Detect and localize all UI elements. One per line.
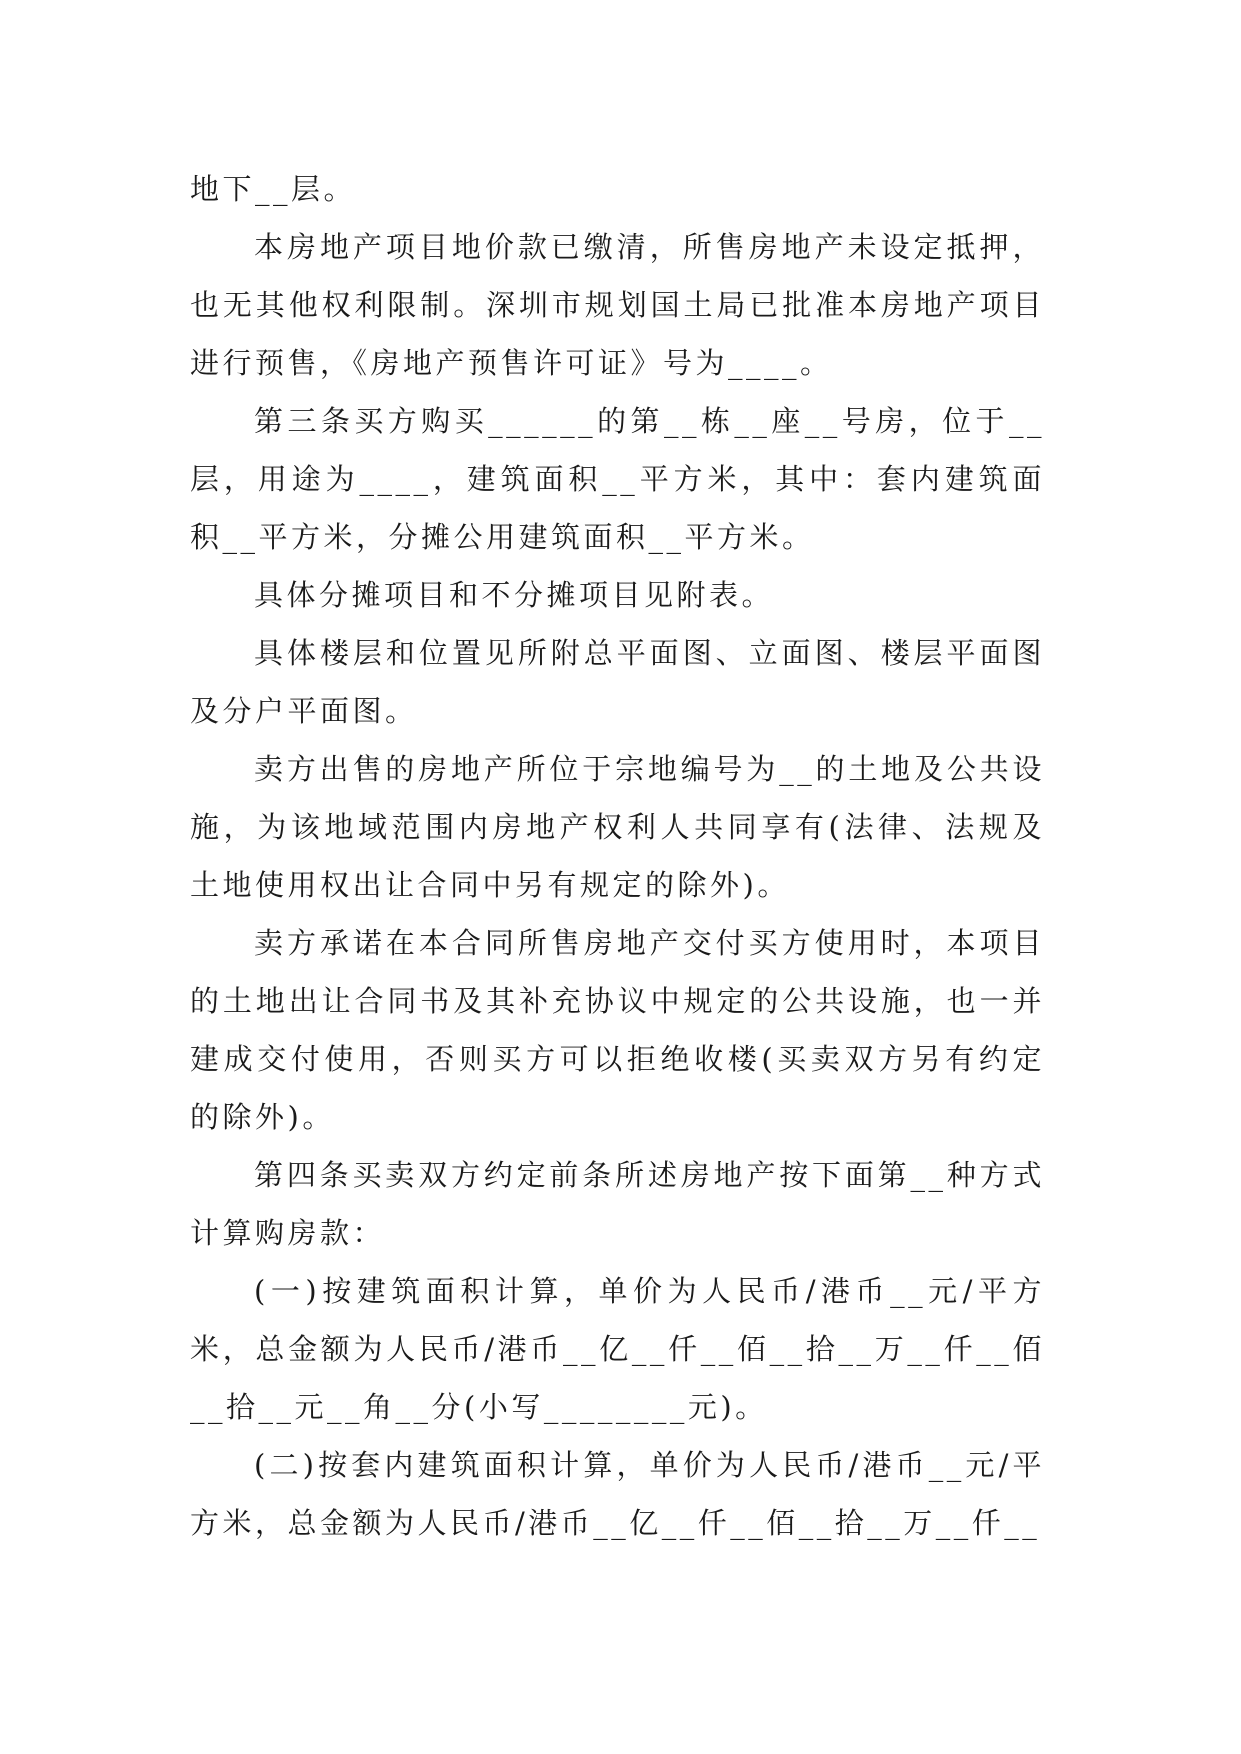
paragraph-method-1-gross-area: (一)按建筑面积计算，单价为人民币/港币__元/平方米，总金额为人民币/港币__亿__仟__佰__拾__万__仟__佰__拾__元__角__分(小写________元)。 bbox=[190, 1274, 1045, 1424]
paragraph-land-parcel-facilities: 卖方出售的房地产所位于宗地编号为__的土地及公共设施，为该地域范围内房地产权利人共同享有(法律、法规及土地使用权出让合同中另有规定的除外)。 bbox=[190, 752, 1045, 902]
paragraph-floor-plans: 具体楼层和位置见所附总平面图、立面图、楼层平面图及分户平面图。 bbox=[190, 636, 1045, 728]
contract-page bbox=[190, 160, 1045, 1552]
paragraph-article-3-purchase: 第三条买方购买______的第__栋__座__号房，位于__层，用途为____，建筑面积__平方米，其中：套内建筑面积__平方米，分摊公用建筑面积__平方米。 bbox=[190, 404, 1045, 554]
paragraph-article-4-price-method: 第四条买卖双方约定前条所述房地产按下面第__种方式计算购房款： bbox=[190, 1158, 1045, 1250]
paragraph-method-2-inner-area: (二)按套内建筑面积计算，单价为人民币/港币__元/平方米，总金额为人民币/港币__亿__仟__佰__拾__万__仟__ bbox=[190, 1448, 1045, 1540]
paragraph-land-price-paid: 本房地产项目地价款已缴清，所售房地产未设定抵押，也无其他权利限制。深圳市规划国土局已批准本房地产项目进行预售，《房地产预售许可证》号为____。 bbox=[190, 230, 1045, 380]
paragraph-underground-floors: 地下__层。 bbox=[190, 172, 357, 206]
paragraph-apportionment-schedule: 具体分摊项目和不分摊项目见附表。 bbox=[254, 578, 775, 612]
paragraph-seller-commitment: 卖方承诺在本合同所售房地产交付买方使用时，本项目的土地出让合同书及其补充协议中规定的公共设施，也一并建成交付使用，否则买方可以拒绝收楼(买卖双方另有约定的除外)。 bbox=[190, 926, 1045, 1134]
